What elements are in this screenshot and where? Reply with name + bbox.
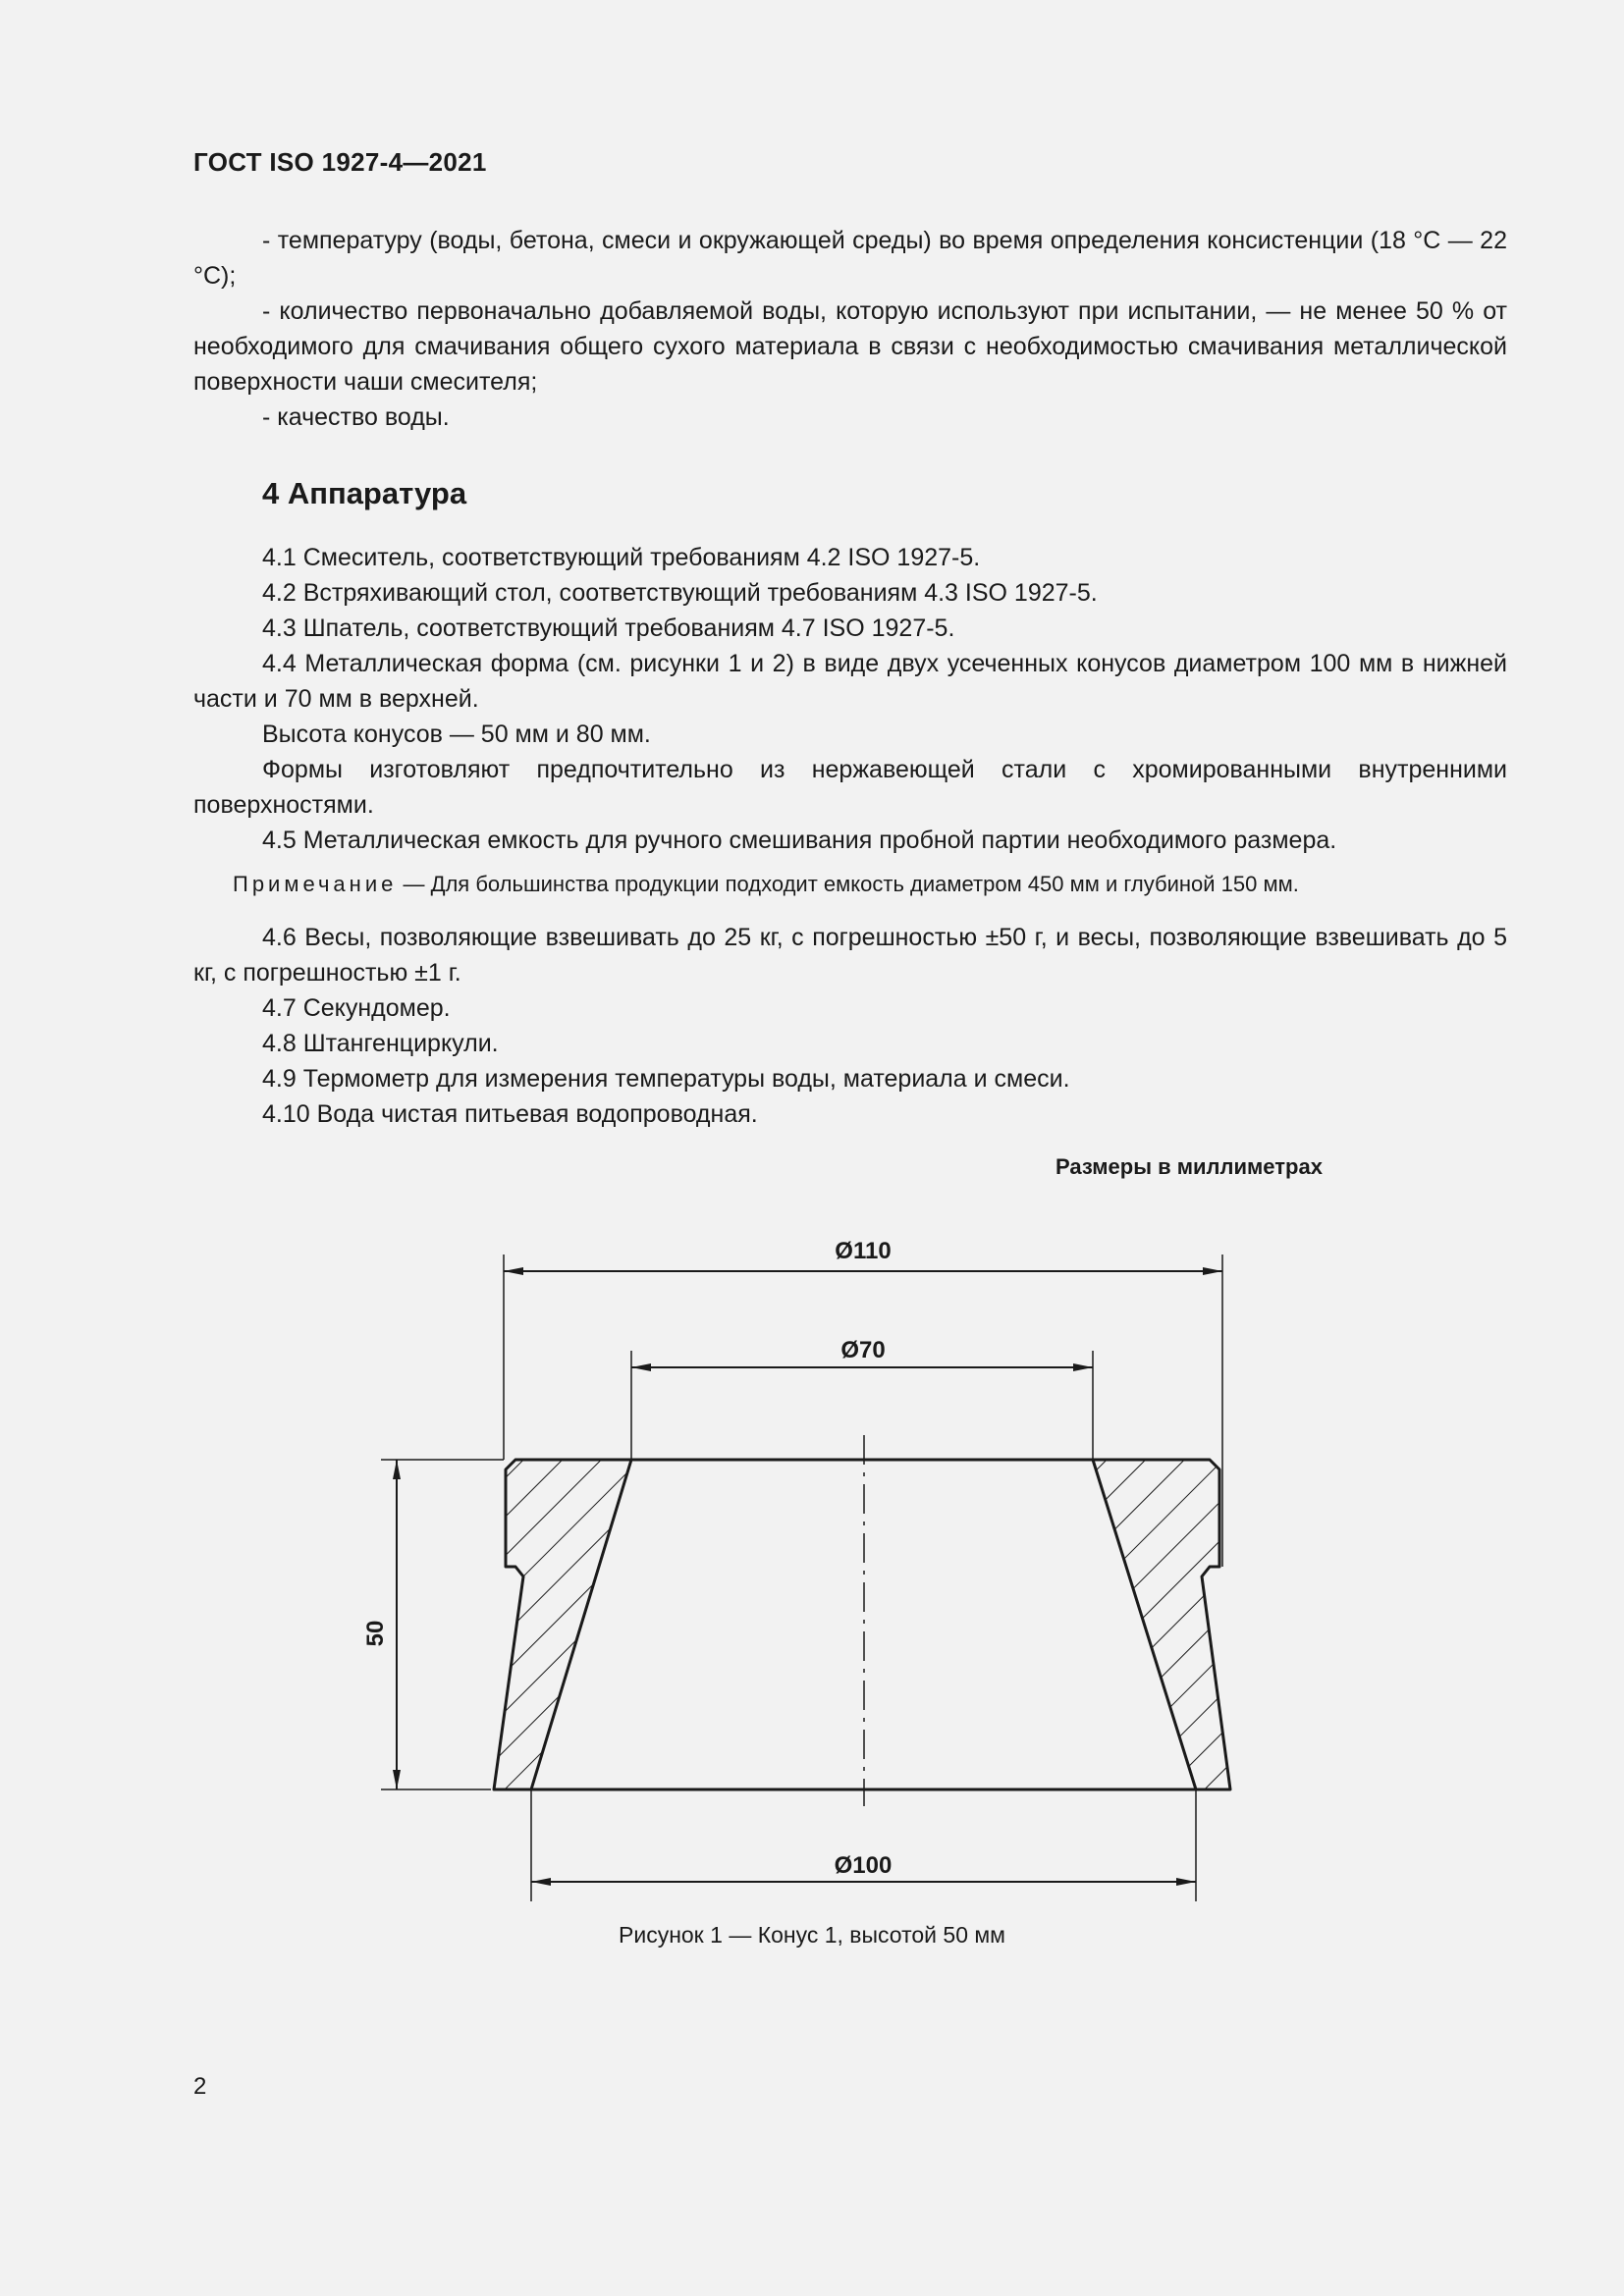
dim-label-height: 50 [362,1620,389,1647]
list-item: 4.9 Термометр для измерения температуры воды, материала и смеси. [262,1065,1070,1093]
right-wall-section [1093,1460,1230,1789]
list-item: 4.3 Шпатель, соответствующий требованиям 4.7 ISO 1927-5. [262,614,955,642]
list-item: 4.10 Вода чистая питьевая водопроводная. [262,1100,758,1128]
note-text: — Для большинства продукции подходит емкость диаметром 450 мм и глубиной 150 мм. [397,872,1299,896]
list-item: 4.1 Смеситель, соответствующий требованиям 4.2 ISO 1927-5. [262,544,981,571]
intro-item: - качество воды. [262,403,450,431]
intro-item: - температуру (воды, бетона, смеси и окружающей среды) во время определения консистенции (18 °C — 22 °C); [193,227,1507,290]
list-item: Высота конусов — 50 мм и 80 мм. [262,721,651,748]
left-wall-section [494,1460,631,1789]
dim-label-outer-top: Ø110 [835,1238,892,1264]
document-header: ГОСТ ISO 1927-4—2021 [193,147,487,177]
units-caption: Размеры в миллиметрах [1056,1154,1323,1179]
dim-label-inner-top: Ø70 [840,1337,886,1363]
note-label: Примечание [233,872,398,896]
list-item: 4.5 Металлическая емкость для ручного смешивания пробной партии необходимого размера. [262,827,1337,854]
section-title: 4 Аппаратура [262,476,467,510]
figure-caption: Рисунок 1 — Конус 1, высотой 50 мм [619,1922,1005,1948]
list-item: 4.8 Штангенциркули. [262,1030,499,1057]
list-item: 4.4 Металлическая форма (см. рисунки 1 и 2) в виде двух усеченных конусов диаметром 100 мм в нижней части и 70 мм в верхней. [193,650,1507,713]
list-item: 4.2 Встряхивающий стол, соответствующий требованиям 4.3 ISO 1927-5. [262,579,1098,607]
list-item: Формы изготовляют предпочтительно из нержавеющей стали с хромированными внутренними поверхностями. [193,756,1507,819]
list-item: 4.7 Секундомер. [262,994,451,1022]
page-number: 2 [193,2073,207,2100]
intro-item: - количество первоначально добавляемой воды, которую используют при испытании, — не менее 50 % от необходимого для смачивания общего сухого материала в связи с необходимостью смачивания металлической поверхности чаши смесителя; [193,297,1507,396]
list-item: 4.6 Весы, позволяющие взвешивать до 25 кг, с погрешностью ±50 г, и весы, позволяющие взвешивать до 5 кг, с погрешностью ±1 г. [193,924,1507,987]
dim-label-bottom: Ø100 [834,1852,893,1879]
